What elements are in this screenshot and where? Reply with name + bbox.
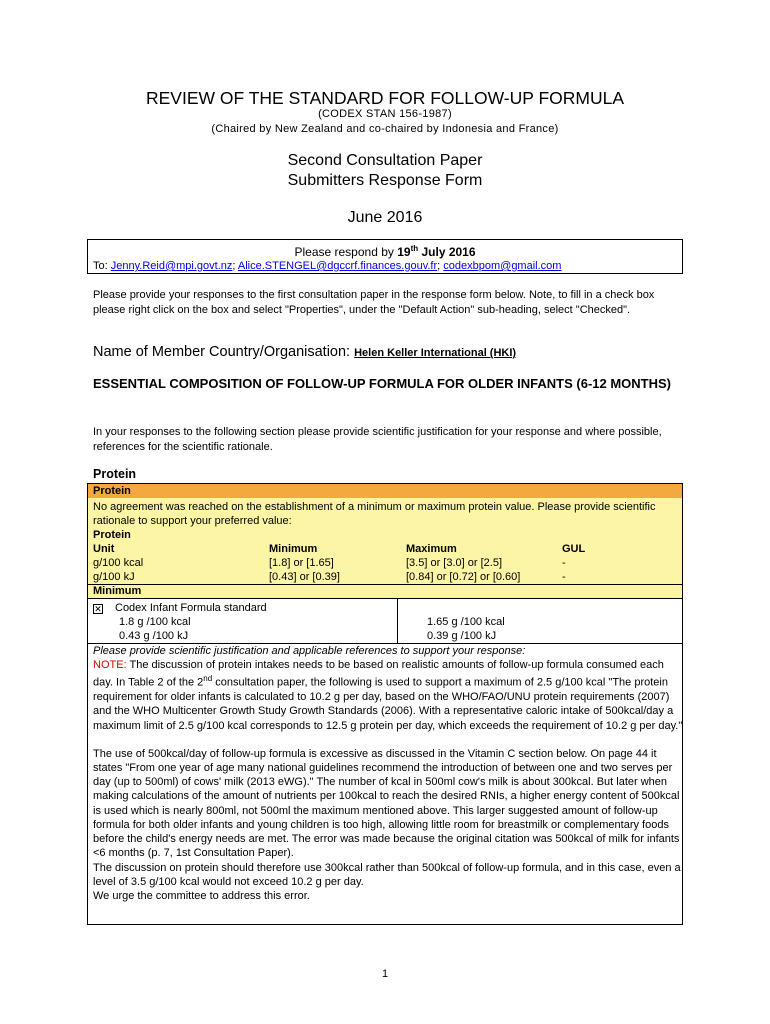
minimum-options [87,598,683,644]
response-paragraph-4: We urge the committee to address this error. [93,889,310,902]
col-maximum: Maximum [406,543,457,555]
option-alternative [427,615,505,643]
option-alt-value-2: 0.39 g /100 kJ [427,630,497,642]
response-p1-b: consultation paper, the following is used to support a maximum of 2.5 g/100 kcal "The protein requirement for older infants is calculated to 10.2 g per day, based on the WHO/FAO/UNU protein requirements (2007) and the WHO Multicenter Growth Study Growth Standards (2006). With a representative caloric intake of 500kcal/day a maximum limit of 2.5 g/100 kcal corresponds to 12.5 g protein per day, which exceeds the requirement of 10.2 g per day." [93,677,683,732]
cell-gul: - [562,557,566,569]
email-link-2[interactable]: Alice.STENGEL@dgccrf.finances.gouv.fr [237,260,438,272]
protein-grid-header [93,542,683,556]
column-divider [397,598,398,644]
response-paragraph-2: The use of 500kcal/day of follow-up formula is excessive as discussed in the Vitamin C section below. On page 44 it states "From one year of age many national guidelines recommend the introduction of between one and two serves per day (up to 500ml) of cows' milk (2013 eWG)." The number of kcal in 500ml cow's milk is about 300kcal. But later when making calculations of the amount of nutrients per 100kcal to reach the desired RNIs, a higher energy content of 500kcal is used which is nearly 800ml, not 500ml the maximum mentioned above. This larger suggested amount of follow-up formula for both older infants and young children is too high, allowing little room for breastmilk or complementary foods before the child's energy needs are met. The error was made because the original citation was 500kcal of milk for infants <6 months (p. 7, 1st Consultation Paper). [93,747,680,860]
protein-intro: No agreement was reached on the establishment of a minimum or maximum protein value. Please provide scientific rationale to support your preferred value: [93,501,656,527]
cell-maximum: [0.84] or [0.72] or [0.60] [406,571,521,583]
respond-deadline [88,244,682,259]
cell-maximum: [3.5] or [3.0] or [2.5] [406,557,502,569]
col-gul: GUL [562,543,586,555]
cell-unit: g/100 kcal [93,557,144,569]
member-line [93,344,516,360]
to-label: To: [93,260,111,272]
section-heading: ESSENTIAL COMPOSITION OF FOLLOW-UP FORMULA FOR OLDER INFANTS (6-12 MONTHS) [93,376,671,391]
member-value[interactable]: Helen Keller International (HKI) [354,347,517,359]
protein-heading: Protein [93,467,137,481]
email-separator: ; [232,260,238,272]
minimum-row-label: Minimum [87,584,683,599]
deadline-day: 19 [397,245,411,259]
response-prompt: Please provide scientific justification and applicable references to support your response: [93,645,526,657]
table-row [93,570,683,584]
checked-checkbox[interactable]: ✕ [94,604,102,614]
cell-unit: g/100 kJ [93,571,135,583]
protein-sub-label: Protein [93,529,131,541]
paper-title-line1: Second Consultation Paper [287,152,483,169]
respond-prefix: Please respond by [294,245,398,259]
paper-date: June 2016 [347,209,423,226]
col-minimum: Minimum [269,543,318,555]
chaired-by: (Chaired by New Zealand and co-chaired by Indonesia and France) [211,123,559,135]
cell-minimum: [0.43] or [0.39] [269,571,340,583]
response-p1-sup: nd [203,674,213,684]
response-content [93,644,683,903]
document-title: REVIEW OF THE STANDARD FOR FOLLOW-UP FORMULA [145,88,625,108]
member-label: Name of Member Country/Organisation: [93,344,355,360]
respond-box [87,239,683,274]
section-intro: In your responses to the following section please provide scientific justification for your response and where possible, references for the scientific rationale. [93,426,662,453]
page-number: 1 [381,968,389,980]
email-link-3[interactable]: codexbpom@gmail.com [443,260,562,272]
option-alt-value-1: 1.65 g /100 kcal [427,616,505,628]
table-row [93,556,683,570]
col-unit: Unit [93,543,115,555]
paper-title [0,151,770,191]
email-separator: ; [437,260,444,272]
response-p1-a: The discussion of protein intakes needs to be based on realistic amounts of follow-up formula consumed each day. In Table 2 of the 2 [93,659,664,690]
response-paragraph-1 [93,658,683,733]
option-codex-label: Codex Infant Formula standard [115,602,267,614]
option-codex [93,601,267,643]
option-codex-value-2: 0.43 g /100 kJ [119,630,189,642]
response-box[interactable] [87,643,683,925]
note-label: NOTE: [93,659,127,672]
option-codex-value-1: 1.8 g /100 kcal [119,616,191,628]
recipients [93,260,561,272]
deadline-rest: July 2016 [418,245,476,259]
paper-title-line2: Submitters Response Form [287,172,483,189]
cell-gul: - [562,571,566,583]
protein-table-header: Protein [87,483,683,499]
instructions: Please provide your responses to the first consultation paper in the response form below. Note, to fill in a check box please right click on the box and select "Properties", under the "Default Action" sub-heading, select "Checked". [93,289,655,316]
response-paragraph-3: The discussion on protein should therefore use 300kcal rather than 500kcal of follow-up formula, and in this case, even a level of 3.5 g/100 kcal would not exceed 10.2 g per day. [93,861,681,888]
email-link-1[interactable]: Jenny.Reid@mpi.govt.nz [110,260,233,272]
codex-code: (CODEX STAN 156-1987) [318,108,452,120]
deadline-sup: th [410,244,419,253]
cell-minimum: [1.8] or [1.65] [269,557,334,569]
